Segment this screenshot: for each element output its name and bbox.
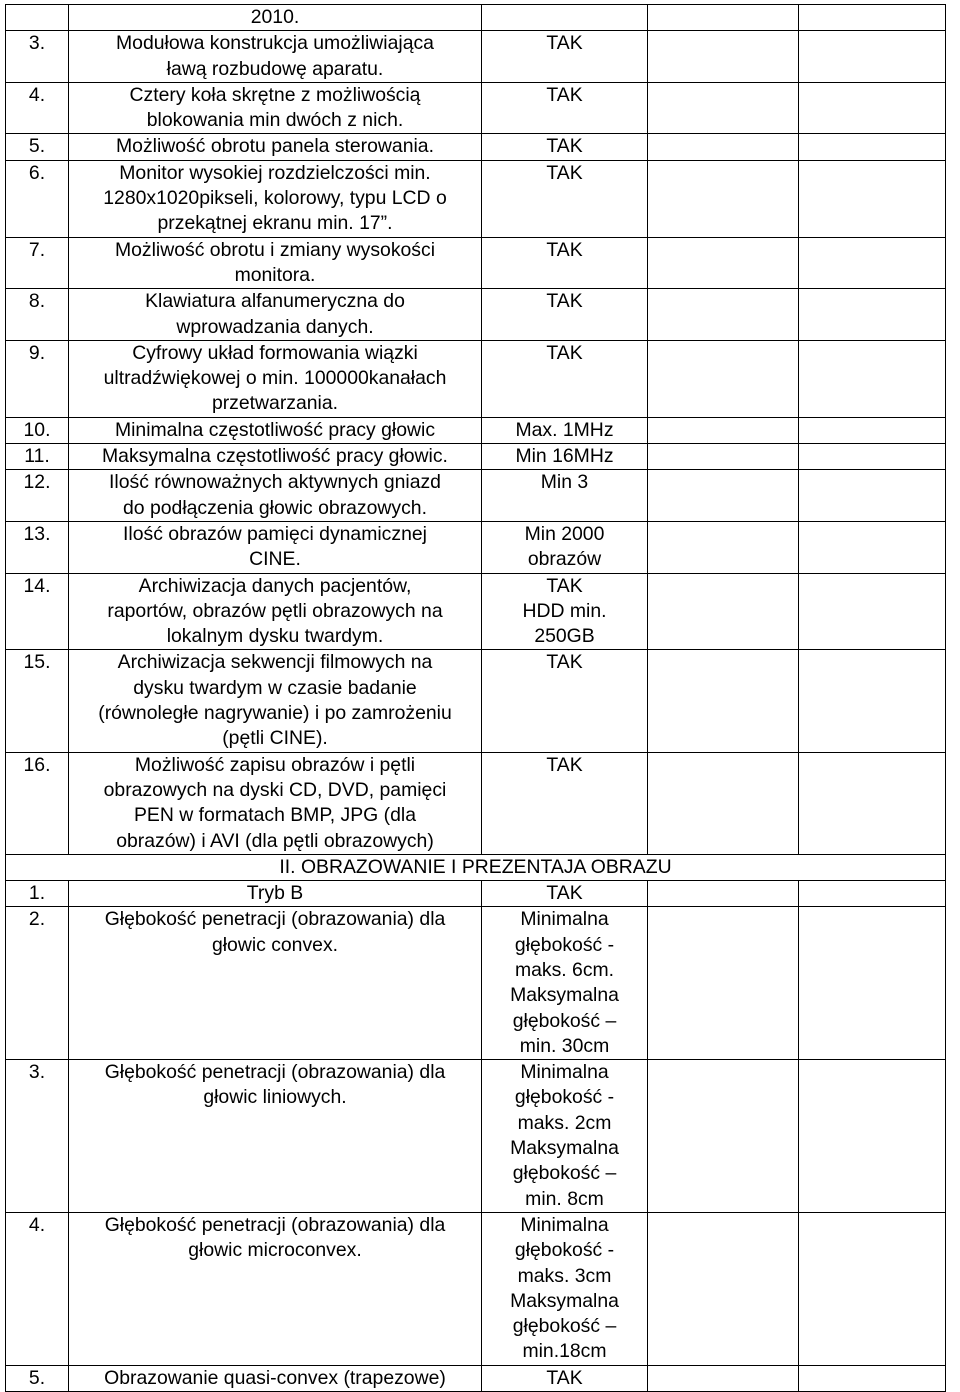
table-row <box>6 650 946 752</box>
cell-offer-a <box>648 160 799 237</box>
table-row <box>6 573 946 650</box>
table-row <box>6 82 946 134</box>
cell-value: Minimalna głębokość - maks. 6cm. Maksymalna głębokość – min. 30cm <box>482 907 648 1060</box>
cell-value: Min 16MHz <box>482 444 648 470</box>
cell-offer-a <box>648 134 799 160</box>
cell-offer-a <box>648 289 799 341</box>
cell-value: TAK <box>482 1365 648 1391</box>
cell-offer-b <box>799 237 946 289</box>
cell-offer-b <box>799 444 946 470</box>
table-row <box>6 1212 946 1365</box>
cell-value: TAK HDD min. 250GB <box>482 573 648 650</box>
table-row <box>6 752 946 854</box>
cell-number: 8. <box>6 289 69 341</box>
cell-value: Minimalna głębokość - maks. 3cm Maksymalna głębokość – min.18cm <box>482 1212 648 1365</box>
cell-offer-a <box>648 521 799 573</box>
cell-number: 3. <box>6 1060 69 1213</box>
cell-offer-a <box>648 1365 799 1391</box>
cell-number: 7. <box>6 237 69 289</box>
cell-number: 1. <box>6 881 69 907</box>
cell-offer-a <box>648 1212 799 1365</box>
cell-offer-b <box>799 881 946 907</box>
cell-offer-b <box>799 650 946 752</box>
cell-number: 12. <box>6 470 69 522</box>
table-row <box>6 289 946 341</box>
cell-description: Głębokość penetracji (obrazowania) dla głowic liniowych. <box>69 1060 482 1213</box>
cell-value: TAK <box>482 650 648 752</box>
table-row <box>6 1365 946 1391</box>
cell-value: TAK <box>482 160 648 237</box>
cell-value: TAK <box>482 340 648 417</box>
cell-number: 3. <box>6 31 69 83</box>
cell-description: Głębokość penetracji (obrazowania) dla głowic convex. <box>69 907 482 1060</box>
table-row <box>6 444 946 470</box>
cell-offer-a <box>648 5 799 31</box>
cell-description: Archiwizacja sekwencji filmowych na dysku twardym w czasie badanie (równoległe nagrywanie) i po zamrożeniu (pętli CINE). <box>69 650 482 752</box>
cell-offer-b <box>799 907 946 1060</box>
cell-value: Max. 1MHz <box>482 417 648 443</box>
cell-offer-b <box>799 573 946 650</box>
table-row <box>6 31 946 83</box>
cell-description: Ilość obrazów pamięci dynamicznej CINE. <box>69 521 482 573</box>
cell-offer-b <box>799 1212 946 1365</box>
table-row <box>6 134 946 160</box>
cell-number: 10. <box>6 417 69 443</box>
cell-value: TAK <box>482 881 648 907</box>
section-header-row <box>6 854 946 880</box>
table-row <box>6 881 946 907</box>
cell-description: Klawiatura alfanumeryczna do wprowadzania danych. <box>69 289 482 341</box>
cell-description: Maksymalna częstotliwość pracy głowic. <box>69 444 482 470</box>
cell-number: 15. <box>6 650 69 752</box>
cell-value: TAK <box>482 31 648 83</box>
cell-description: Tryb B <box>69 881 482 907</box>
cell-offer-b <box>799 1365 946 1391</box>
cell-offer-b <box>799 1060 946 1213</box>
cell-offer-b <box>799 340 946 417</box>
cell-description: Możliwość zapisu obrazów i pętli obrazowych na dyski CD, DVD, pamięci PEN w formatach BMP, JPG (dla obrazów) i AVI (dla pętli obrazowych) <box>69 752 482 854</box>
cell-description: Cztery koła skrętne z możliwością blokowania min dwóch z nich. <box>69 82 482 134</box>
cell-number: 14. <box>6 573 69 650</box>
table-row-top <box>6 5 946 31</box>
cell-offer-a <box>648 752 799 854</box>
section-title: II. OBRAZOWANIE I PREZENTAJA OBRAZU <box>6 854 946 880</box>
cell-number: 9. <box>6 340 69 417</box>
specification-table <box>5 4 946 1392</box>
cell-offer-a <box>648 573 799 650</box>
cell-offer-a <box>648 907 799 1060</box>
cell-number: 2. <box>6 907 69 1060</box>
table-row <box>6 1060 946 1213</box>
cell-offer-a <box>648 444 799 470</box>
table-row <box>6 340 946 417</box>
cell-value: Min 2000 obrazów <box>482 521 648 573</box>
cell-description: Możliwość obrotu i zmiany wysokości monitora. <box>69 237 482 289</box>
cell-offer-a <box>648 340 799 417</box>
cell-offer-a <box>648 82 799 134</box>
cell-description: Ilość równoważnych aktywnych gniazd do podłączenia głowic obrazowych. <box>69 470 482 522</box>
cell-offer-b <box>799 134 946 160</box>
table-row <box>6 160 946 237</box>
cell-number: 5. <box>6 1365 69 1391</box>
cell-number: 13. <box>6 521 69 573</box>
cell-offer-b <box>799 521 946 573</box>
cell-value: TAK <box>482 752 648 854</box>
table-row <box>6 907 946 1060</box>
cell-value: TAK <box>482 134 648 160</box>
cell-value: TAK <box>482 289 648 341</box>
cell-description: Minimalna częstotliwość pracy głowic <box>69 417 482 443</box>
cell-value: Min 3 <box>482 470 648 522</box>
cell-value: TAK <box>482 82 648 134</box>
cell-offer-a <box>648 31 799 83</box>
cell-description: Obrazowanie quasi-convex (trapezowe) <box>69 1365 482 1391</box>
cell-value: Minimalna głębokość - maks. 2cm Maksymalna głębokość – min. 8cm <box>482 1060 648 1213</box>
cell-offer-b <box>799 5 946 31</box>
cell-offer-a <box>648 470 799 522</box>
cell-offer-a <box>648 1060 799 1213</box>
cell-description: Modułowa konstrukcja umożliwiająca ławą rozbudowę aparatu. <box>69 31 482 83</box>
table-row <box>6 470 946 522</box>
cell-description: Głębokość penetracji (obrazowania) dla głowic microconvex. <box>69 1212 482 1365</box>
cell-description: Archiwizacja danych pacjentów, raportów, obrazów pętli obrazowych na lokalnym dysku twardym. <box>69 573 482 650</box>
table-row <box>6 237 946 289</box>
cell-offer-b <box>799 31 946 83</box>
cell-offer-a <box>648 237 799 289</box>
table-row <box>6 417 946 443</box>
cell-number <box>6 5 69 31</box>
cell-number: 5. <box>6 134 69 160</box>
cell-number: 16. <box>6 752 69 854</box>
cell-number: 6. <box>6 160 69 237</box>
cell-offer-b <box>799 752 946 854</box>
cell-description: 2010. <box>69 5 482 31</box>
cell-offer-b <box>799 160 946 237</box>
cell-number: 11. <box>6 444 69 470</box>
cell-offer-b <box>799 417 946 443</box>
cell-description: Monitor wysokiej rozdzielczości min. 1280x1020pikseli, kolorowy, typu LCD o przekątnej ekranu min. 17”. <box>69 160 482 237</box>
cell-offer-b <box>799 82 946 134</box>
cell-offer-b <box>799 470 946 522</box>
cell-description: Cyfrowy układ formowania wiązki ultradźwiękowej o min. 100000kanałach przetwarzania. <box>69 340 482 417</box>
cell-offer-a <box>648 417 799 443</box>
cell-offer-a <box>648 650 799 752</box>
cell-description: Możliwość obrotu panela sterowania. <box>69 134 482 160</box>
cell-value <box>482 5 648 31</box>
cell-number: 4. <box>6 1212 69 1365</box>
cell-offer-a <box>648 881 799 907</box>
table-row <box>6 521 946 573</box>
cell-number: 4. <box>6 82 69 134</box>
cell-value: TAK <box>482 237 648 289</box>
cell-offer-b <box>799 289 946 341</box>
